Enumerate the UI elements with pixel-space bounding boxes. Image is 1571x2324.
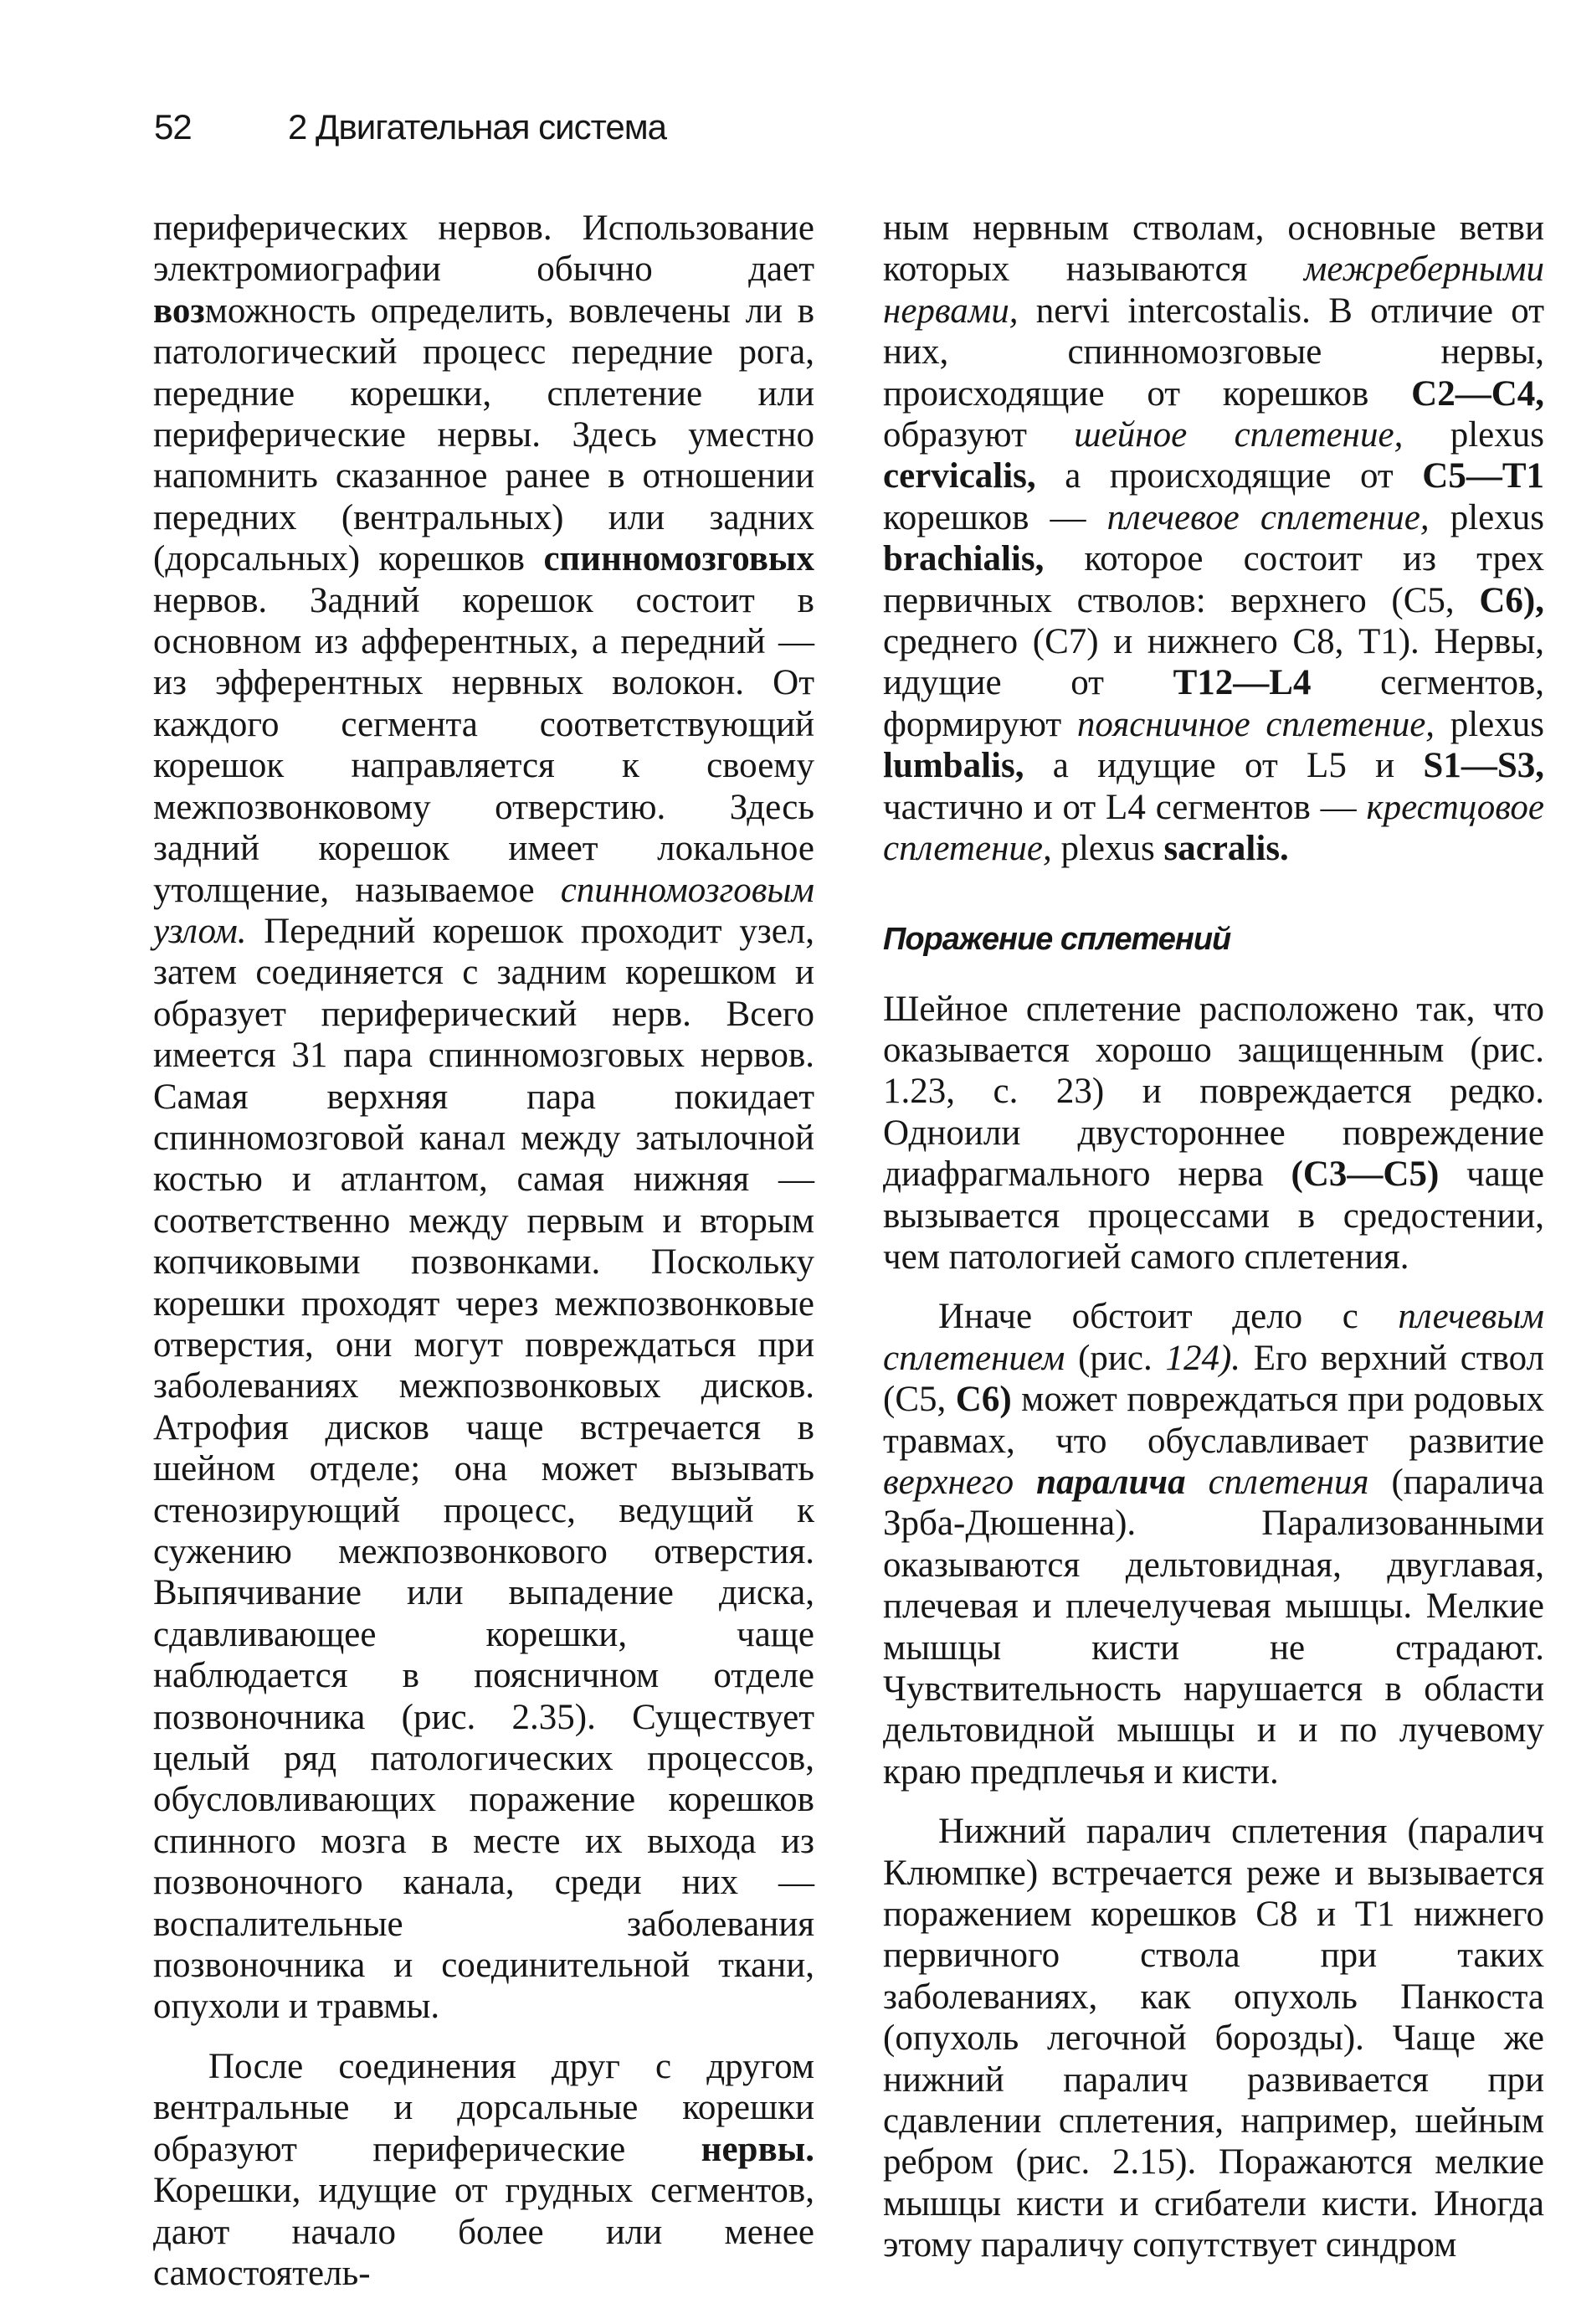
paragraph: Нижний паралич сплетения (паралич Клюмпке) встречается реже и вызывается поражением корешков С8 и Т1 нижнего первичного ствола при таких заболеваниях, как опухоль Панкоста (опухоль легочной борозды). Чаще же нижний паралич развивается при сдавлении сплетения, например, шейным ребром (рис. 2.15). Поражаются мелкие мышцы кисти и сгибатели кисти. Иногда этому параличу сопутствует синдром xyxy=(883,1812,1544,2265)
paragraph: периферических нервов. Использование электромиографии обычно дает возможность определить, вовлечены ли в патологический процесс передние рога, передние корешки, сплетение или периферические нервы. Здесь уместно напомнить сказанное ранее в отношении передних (вентральных) или задних (дорсальных) корешков спинномозговых нервов. Задний корешок состоит в основном из афферентных, а передний — из эфферентных нервных волокон. От каждого сегмента соответствующий корешок направляется к своему межпозвонковому отверстию. Здесь задний корешок имеет локальное утолщение, называемое спинномозговым узлом. Передний корешок проходит узел, затем соединяется с задним корешком и образует периферический нерв. Всего имеется 31 пара спинномозговых нервов. Самая верхняя пара покидает спинномозговой канал между затылочной костью и атлантом, самая нижняя — соответственно между первым и вторым копчиковыми позвонками. Поскольку корешки проходят через межпозвонковые отверстия, они могут повреждаться при заболеваниях межпозвонковых дисков. Атрофия дисков чаще встречается в шейном отделе; она может вызывать стенозирующий процесс, ведущий к сужению межпозвонкового отверстия. Выпячивание или выпадение диска, сдавливающее корешки, чаще наблюдается в поясничном отделе позвоночника (рис. 2.35). Существует целый ряд патологических процессов, обусловливающих поражение корешков спинного мозга в месте их выхода из позвоночного канала, среди них — воспалительные заболевания позвоночника и соединительной ткани, опухоли и травмы. xyxy=(153,208,814,2027)
paragraph: Шейное сплетение расположено так, что оказывается хорошо защищенным (рис. 1.23, с. 23) и повреждается редко. Одноили двустороннее повреждение диафрагмального нерва (С3—С5) чаще вызывается процессами в средостении, чем патологией самого сплетения. xyxy=(883,989,1544,1277)
right-column xyxy=(883,208,1544,2266)
chapter-title: 2 Двигательная система xyxy=(288,107,666,147)
running-header xyxy=(154,107,666,147)
page-number: 52 xyxy=(154,107,192,147)
left-column xyxy=(153,208,814,2294)
paragraph: ным нервным стволам, основные ветви которых называются межреберными нервами, nervi intercostalis. В отличие от них, спинномозговые нервы, происходящие от корешков С2—С4, образуют шейное сплетение, plexus cervicalis, а происходящие от С5—Т1 корешков — плечевое сплетение, plexus brachialis, которое состоит из трех первичных стволов: верхнего (С5, С6), среднего (С7) и нижнего С8, Т1). Нервы, идущие от Т12—L4 сегментов, формируют поясничное сплетение, plexus lumbalis, а идущие от L5 и S1—S3, частично и от L4 сегментов — крестцовое сплетение, plexus sacralis. xyxy=(883,208,1544,869)
paragraph: После соединения друг с другом вентральные и дорсальные корешки образуют периферические нервы. Корешки, идущие от грудных сегментов, дают начало более или менее самостоятель- xyxy=(153,2046,814,2293)
section-heading: Поражение сплетений xyxy=(883,921,1231,957)
paragraph: Иначе обстоит дело с плечевым сплетением (рис. 124). Его верхний ствол (С5, С6) может повреждаться при родовых травмах, что обуславливает развитие верхнего паралича сплетения (паралича Зрба-Дюшенна). Парализованными оказываются дельтовидная, двуглавая, плечевая и плечелучевая мышцы. Мелкие мышцы кисти не страдают. Чувствительность нарушается в области дельтовидной мышцы и и по лучевому краю предплечья и кисти. xyxy=(883,1297,1545,1792)
